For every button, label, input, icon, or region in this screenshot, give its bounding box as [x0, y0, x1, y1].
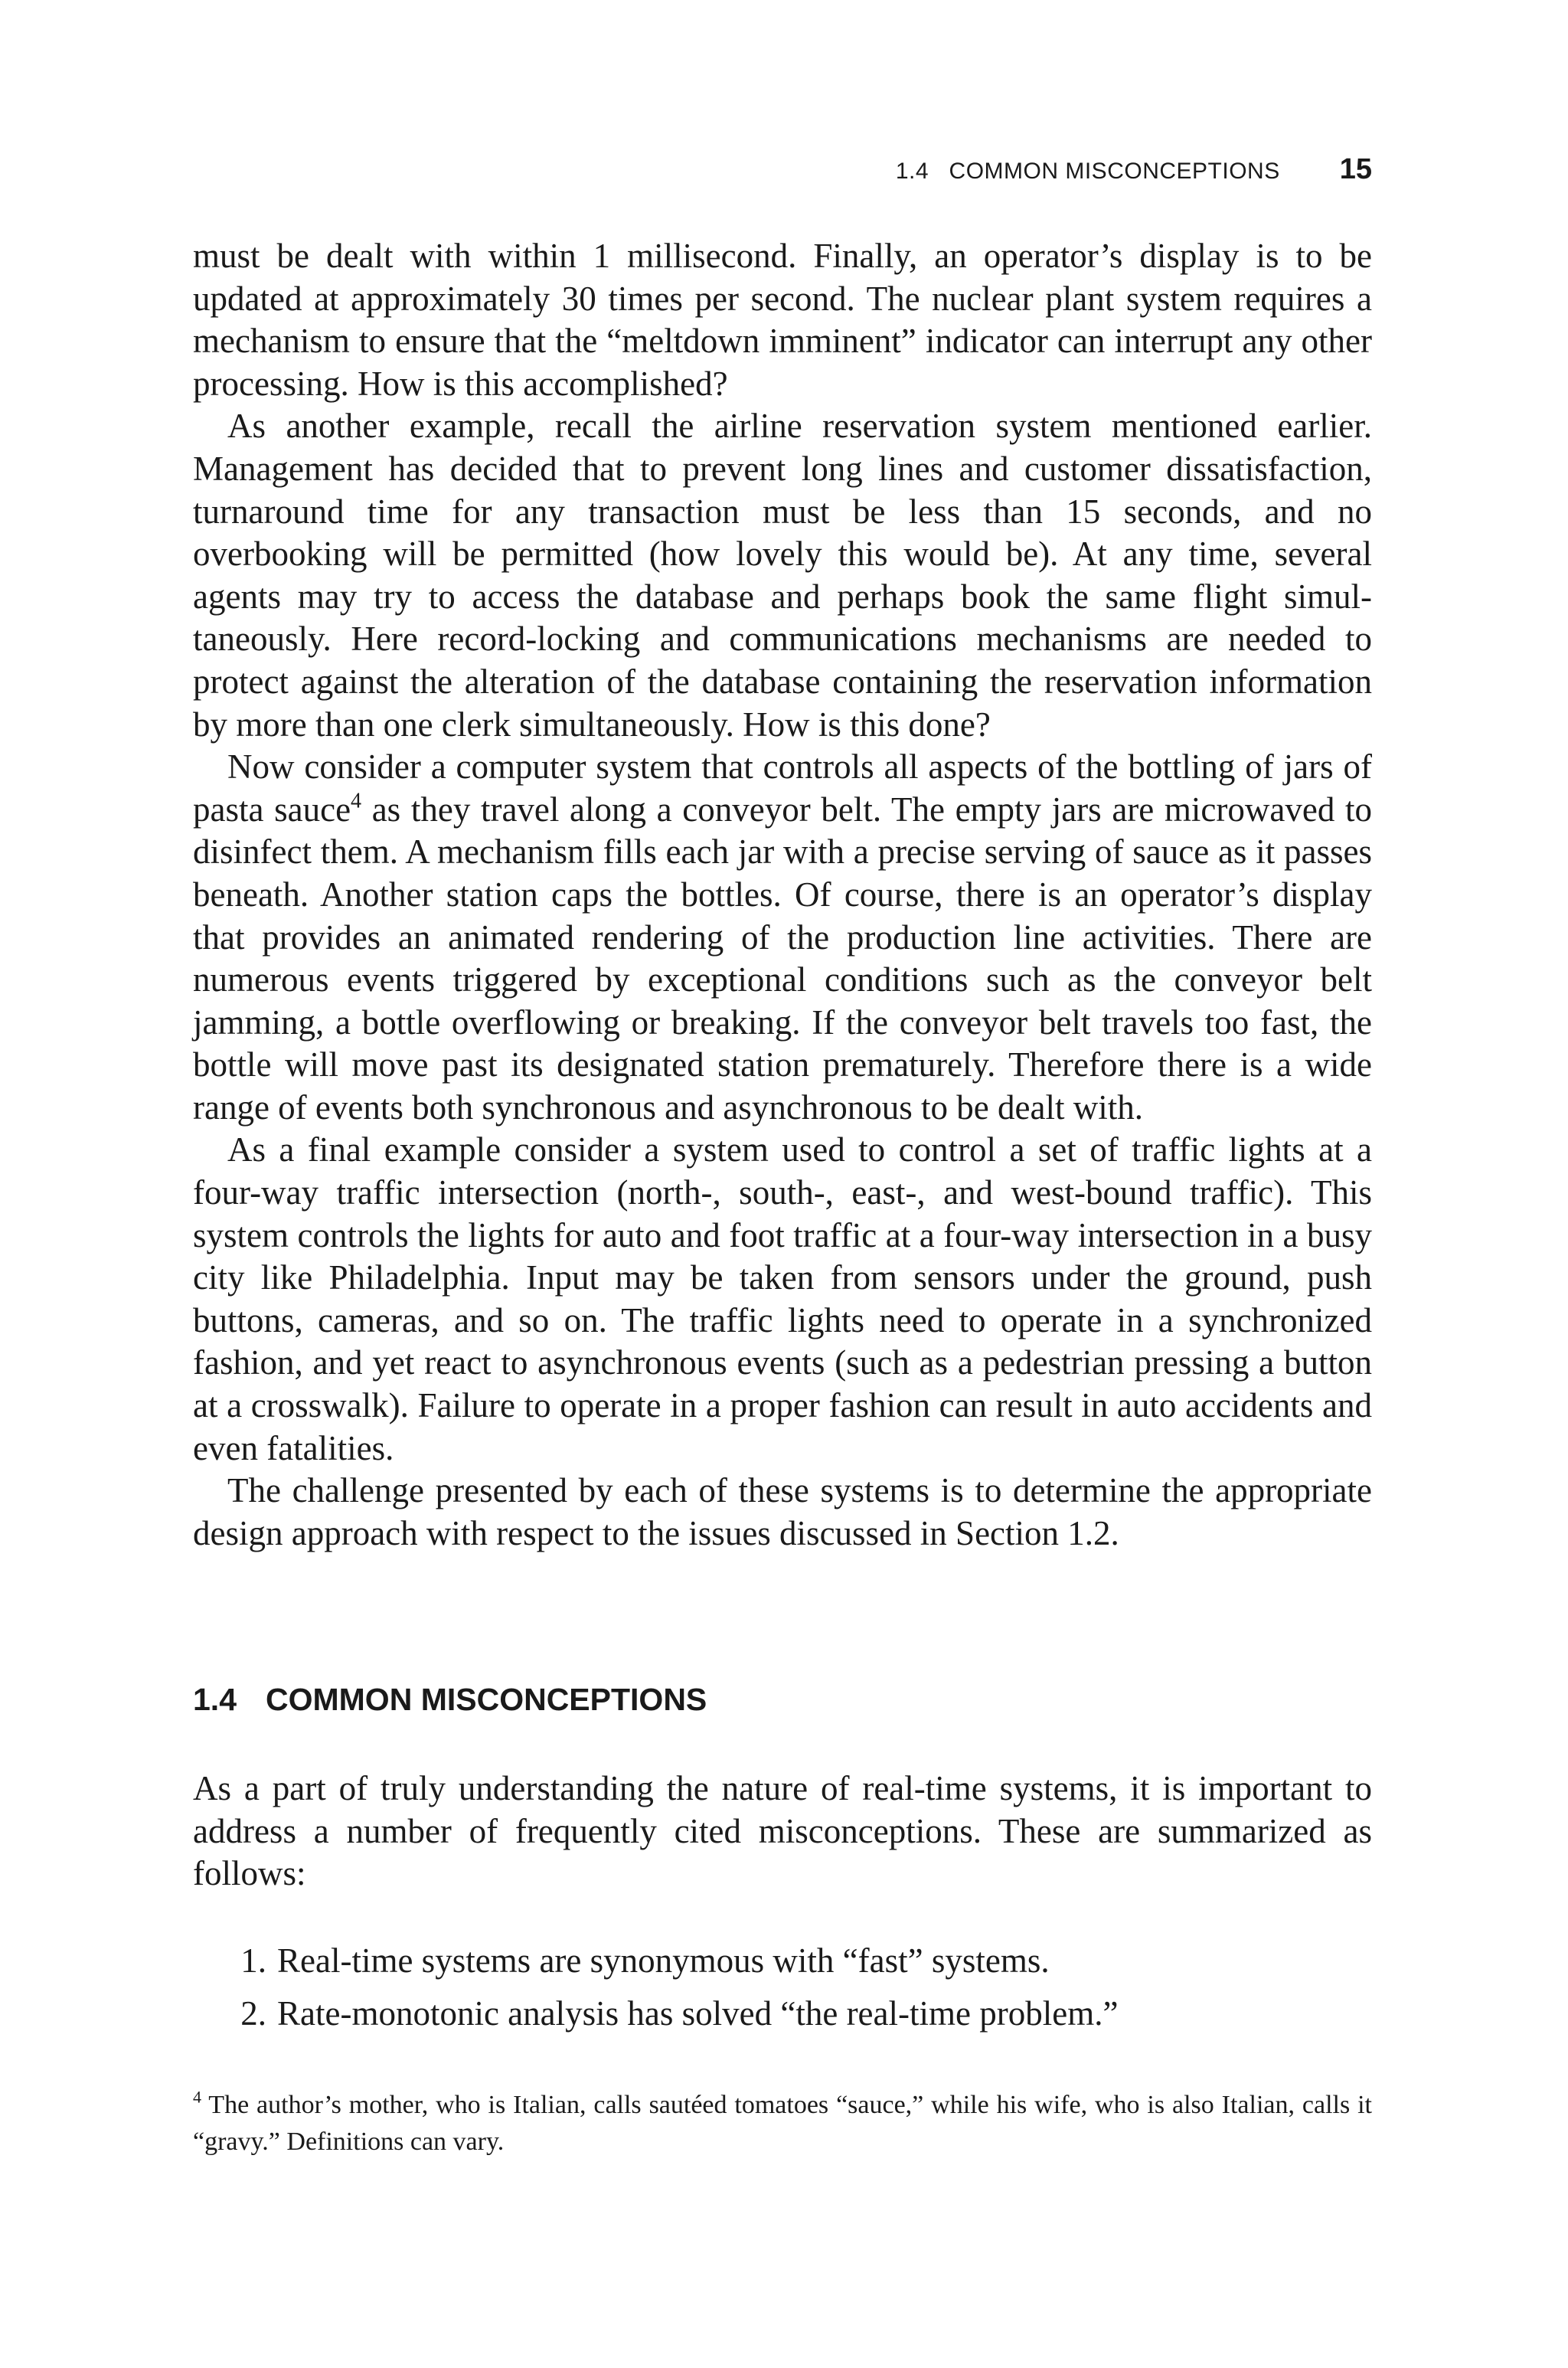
footnote-reference[interactable]: 4	[351, 789, 362, 813]
footnote-marker: 4	[193, 2087, 201, 2107]
paragraph-continued: must be dealt with within 1 millisecond. Finally, an operator’s display is to be updated at approximately 30 times per second. The nuclear plant system requires a mechanism to ensure that the “meltdown imminent” indicator can interrupt any other processing. How is this accomplished?	[193, 237, 1372, 403]
list-item	[193, 1993, 1372, 2036]
paragraph-traffic-lights-example: As a final example consider a system used to control a set of traffic lights at a four-way traffic intersection (north-, south-, east-, and west-bound traffic). This system controls the lights for auto and foot traffic at a four-way intersection in a busy city like Philadelphia. Input may be taken from sensors under the ground, push buttons, cameras, and so on. The traffic lights need to operate in a synchronized fashion, and yet react to asynchronous events (such as a pedestrian pressing a button at a crosswalk). Failure to operate in a proper fashion can result in auto accidents and even fatalities.	[193, 1130, 1372, 1467]
section-intro-paragraph: As a part of truly understanding the nature of real-time systems, it is important to address a number of frequently cited misconceptions. These are summarized as follows:	[193, 1769, 1372, 1893]
page-number: 15	[1339, 153, 1372, 185]
paragraph-pasta-text-start: Now consider a computer system that controls all aspects of the bottling of jars of pasta sauce	[193, 747, 1372, 829]
paragraph-airline-example: As another example, recall the airline reservation system mentioned earlier. Management has decided that to prevent long lines and customer dissatisfaction, turnaround time for any transaction must be less than 15 seconds, and no overbooking will be permitted (how lovely this would be). At any time, several agents may try to access the database and perhaps book the same flight simultaneously. Here record-locking and communications mechanisms are needed to protect against the alteration of the database containing the reservation information by more than one clerk simultaneously. How is this done?	[193, 407, 1372, 744]
footnote-text: The author’s mother, who is Italian, calls sautéed tomatoes “sauce,” while his wife, who is also Italian, calls it “gravy.” Definitions can vary.	[193, 2091, 1373, 2156]
section-title: COMMON MISCONCEPTIONS	[266, 1682, 707, 1717]
list-item-number: 2.	[240, 1994, 266, 2033]
list-item-number: 1.	[240, 1941, 266, 1980]
list-item-text: Real-time systems are synonymous with “fast” systems.	[277, 1941, 1050, 1980]
footnote	[193, 2087, 1372, 2160]
section-heading	[193, 1682, 707, 1718]
running-title: 1.4 COMMON MISCONCEPTIONS	[895, 159, 1280, 184]
paragraph-pasta-sauce-example	[193, 746, 1372, 1129]
list-item	[193, 1940, 1372, 1983]
body-text	[193, 235, 1372, 1555]
running-head	[896, 153, 1372, 186]
paragraph-challenge: The challenge presented by each of these systems is to determine the appropriate design approach with respect to the issues discussed in Section 1.2.	[193, 1471, 1372, 1552]
misconceptions-list	[193, 1940, 1372, 2045]
section-number: 1.4	[193, 1682, 237, 1717]
list-item-text: Rate-monotonic analysis has solved “the real-time problem.”	[277, 1994, 1119, 2033]
paragraph-pasta-text-end: as they travel along a conveyor belt. The empty jars are microwaved to disinfect them. A mechanism fills each jar with a precise serving of sauce as it passes beneath. Another station caps the bottles. Of course, there is an operator’s display that provides an animated rendering of the production line activities. There are numerous events triggered by exceptional conditions such as the conveyor belt jamming, a bottle overflowing or breaking. If the conveyor belt travels too fast, the bottle will move past its designated station prematurely. Therefore there is a wide range of events both synchronous and asynchronous to be dealt with.	[193, 790, 1372, 1127]
